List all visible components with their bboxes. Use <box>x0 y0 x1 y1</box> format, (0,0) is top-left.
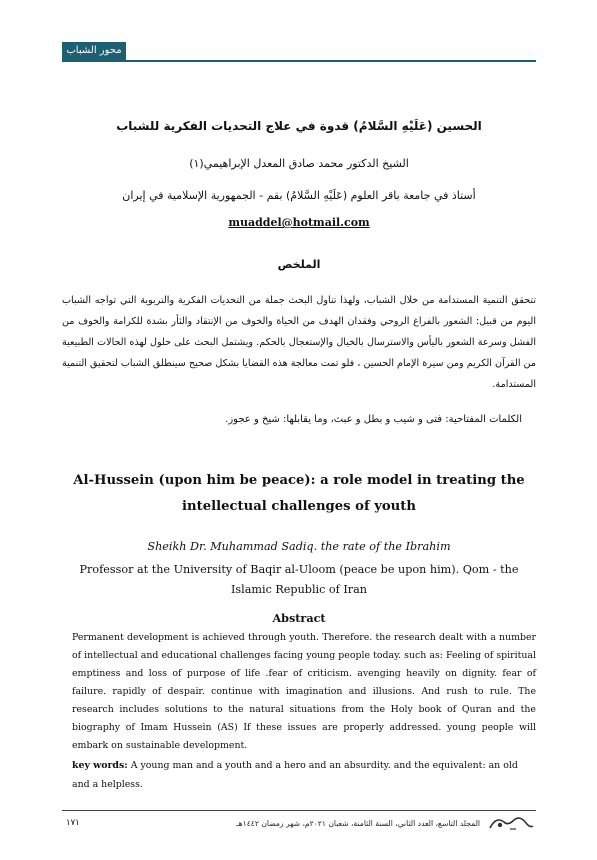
arabic-author: الشيخ الدكتور محمد صادق المعدل الإبراهيمي(١) <box>189 157 409 170</box>
footer-rule <box>62 810 536 811</box>
page-number: ١٧١ <box>66 818 80 828</box>
section-tab: محور الشباب <box>62 42 126 60</box>
author-email[interactable]: muaddel@hotmail.com <box>228 216 370 229</box>
keywords <box>72 756 536 794</box>
english-author: Sheikh Dr. Muhammad Sadiq. the rate of the Ibrahim <box>147 540 451 553</box>
abstract-heading: Abstract <box>272 611 326 625</box>
arabic-affiliation: أستاذ في جامعة باقر العلوم (عَلَيْهِ السَّلامُ) بقم - الجمهورية الإسلامية في إيران <box>122 189 476 202</box>
journal-info: المجلد التاسع، العدد الثاني، السنة الثامنة، شعبان ٢٠٢١م، شهر رمضان ١٤٤٢هـ <box>236 819 480 828</box>
arabic-keywords: الكلمات المفتاحية: فتى و شيب و بطل و عبث، وما يقابلها: شيخ و عجوز. <box>225 414 522 425</box>
arabic-abstract: تتحقق التنمية المستدامة من خلال الشباب، ولهذا تناول البحث جملة من التحديات الفكرية والتربوية التي تواجه الشباب اليوم من قبيل: الشعور بالفراغ الروحي وفقدان الهدف من الحياة والخوف من الإنتقاد والثأر بشدة للكرامة والخوف من الفشل وسرعة الشعور باليأس والاسترسال بالخيال والإستعجال بالحكم. ويشتمل البحث على حلول لهذه الحالات الطبيعية من القرآن الكريم ومن سيرة الإمام الحسين ، فلو تمت معالجة هذه القضايا بشكل صحيح سينطلق الشباب لتحقيق التنمية المستدامة. <box>62 295 536 390</box>
english-title: Al-Hussein (upon him be peace): a role model in treating the intellectual challenges of youth <box>73 473 525 514</box>
journal-logo-icon <box>486 814 536 832</box>
header-rule <box>62 44 536 62</box>
arabic-title: الحسين (عَلَيْهِ السَّلامُ) قدوة في علاج التحديات الفكرية للشباب <box>116 119 482 133</box>
abstract-body: Permanent development is achieved through youth. Therefore. the research dealt with a number of intellectual and educational challenges facing young people today. such as: Feeling of spiritual emptiness and loss of purpose of life .fear of criticism. avenging heavily on dignity. fear of failure. rapidly of despair. continue with imagination and illusions. And rush to rule. The research includes solutions to the natural situations from the Holy book of Quran and the biography of Imam Hussein (AS) If these issues are properly addressed. young people will embark on sustainable development. <box>72 632 536 751</box>
keywords-text: A young man and a youth and a hero and an absurdity. and the equivalent: an old and a helpless. <box>72 760 518 790</box>
keywords-label: key words: <box>72 760 128 771</box>
arabic-abstract-heading: الملخص <box>277 258 321 271</box>
english-affiliation: Professor at the University of Baqir al-Uloom (peace be upon him). Qom - the Islamic Republic of Iran <box>79 563 519 596</box>
